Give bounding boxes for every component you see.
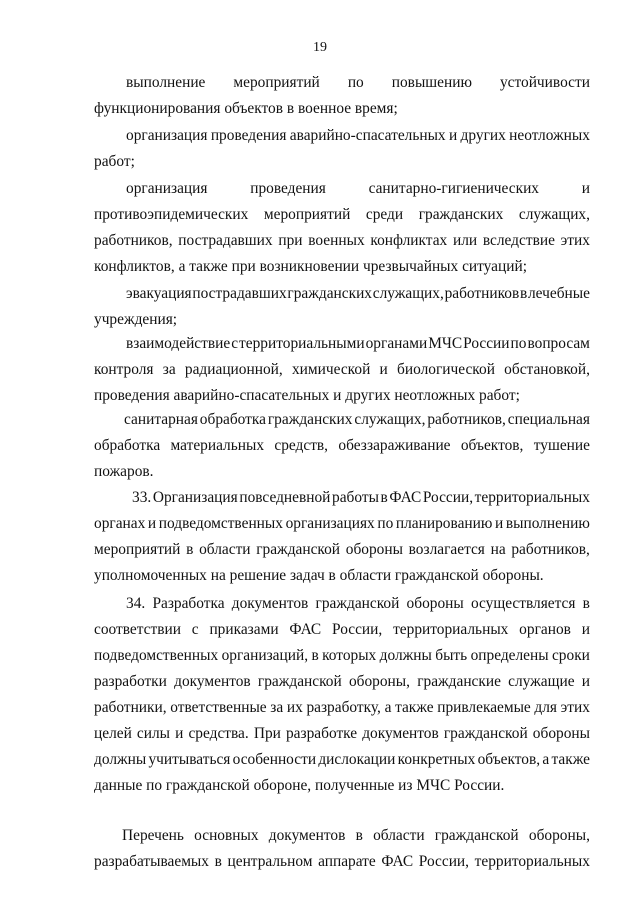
paragraph-6-line-2: обработка материальных средств, обеззараживание объектов, тушение [94, 437, 590, 454]
paragraph-8-line-6: целей силы и средства. При разработке документов гражданской обороны [94, 725, 590, 742]
paragraph-7-line-1: 33. Организация повседневной работы в ФАС России, территориальных [132, 489, 590, 506]
paragraph-5-line-3: проведения аварийно-спасательных и других неотложных работ; [94, 387, 520, 404]
paragraph-8-line-4: разработки документов гражданской обороны, гражданские служащие и [94, 673, 590, 690]
paragraph-3-line-2: противоэпидемических мероприятий среди гражданских служащих, [94, 206, 590, 223]
paragraph-5-line-2: контроля за радиационной, химической и биологической обстановкой, [94, 361, 590, 378]
paragraph-8-line-3: подведомственных организаций, в которых должны быть определены сроки [94, 647, 590, 664]
paragraph-8-line-7: должны учитываться особенности дислокации конкретных объектов, а также [94, 751, 590, 768]
paragraph-3-line-3: работников, пострадавших при военных конфликтах или вследствие этих [94, 232, 590, 249]
paragraph-8-line-2: соответствии с приказами ФАС России, территориальных органов и [94, 621, 590, 638]
paragraph-3-line-4: конфликтов, а также при возникновении чрезвычайных ситуаций; [94, 258, 527, 275]
paragraph-2-line-1: организация проведения аварийно-спасательных и других неотложных [126, 127, 590, 144]
paragraph-1-line-2: функционирования объектов в военное время; [94, 100, 398, 117]
paragraph-8-line-5: работники, ответственные за их разработку, а также привлекаемые для этих [94, 699, 590, 716]
paragraph-8-line-1: 34. Разработка документов гражданской обороны осуществляется в [126, 595, 590, 612]
paragraph-7-line-2: органах и подведомственных организациях по планированию и выполнению [94, 515, 590, 532]
paragraph-4-line-2: учреждения; [94, 311, 178, 328]
paragraph-2-line-2: работ; [94, 153, 135, 170]
paragraph-6-line-1: санитарная обработка гражданских служащих, работников, специальная [124, 411, 590, 428]
paragraph-7-line-4: уполномоченных на решение задач в области гражданской обороны. [94, 567, 544, 584]
paragraph-8-line-8: данные по гражданской обороне, полученные из МЧС России. [94, 777, 505, 794]
paragraph-5-line-1: взаимодействие с территориальными органами МЧС России по вопросам [126, 335, 590, 352]
paragraph-6-line-3: пожаров. [94, 463, 154, 480]
paragraph-9-line-2: разрабатываемых в центральном аппарате ФАС России, территориальных [94, 853, 590, 870]
paragraph-7-line-3: мероприятий в области гражданской обороны возлагается на работников, [94, 541, 590, 558]
paragraph-4-line-1: эвакуация пострадавших гражданских служащих, работников в лечебные [126, 285, 590, 302]
page-number: 19 [313, 40, 327, 55]
paragraph-3-line-1: организация проведения санитарно-гигиенических и [126, 180, 590, 197]
paragraph-1-line-1: выполнение мероприятий по повышению устойчивости [126, 74, 590, 91]
paragraph-9-line-1: Перечень основных документов в области гражданской обороны, [122, 827, 590, 844]
